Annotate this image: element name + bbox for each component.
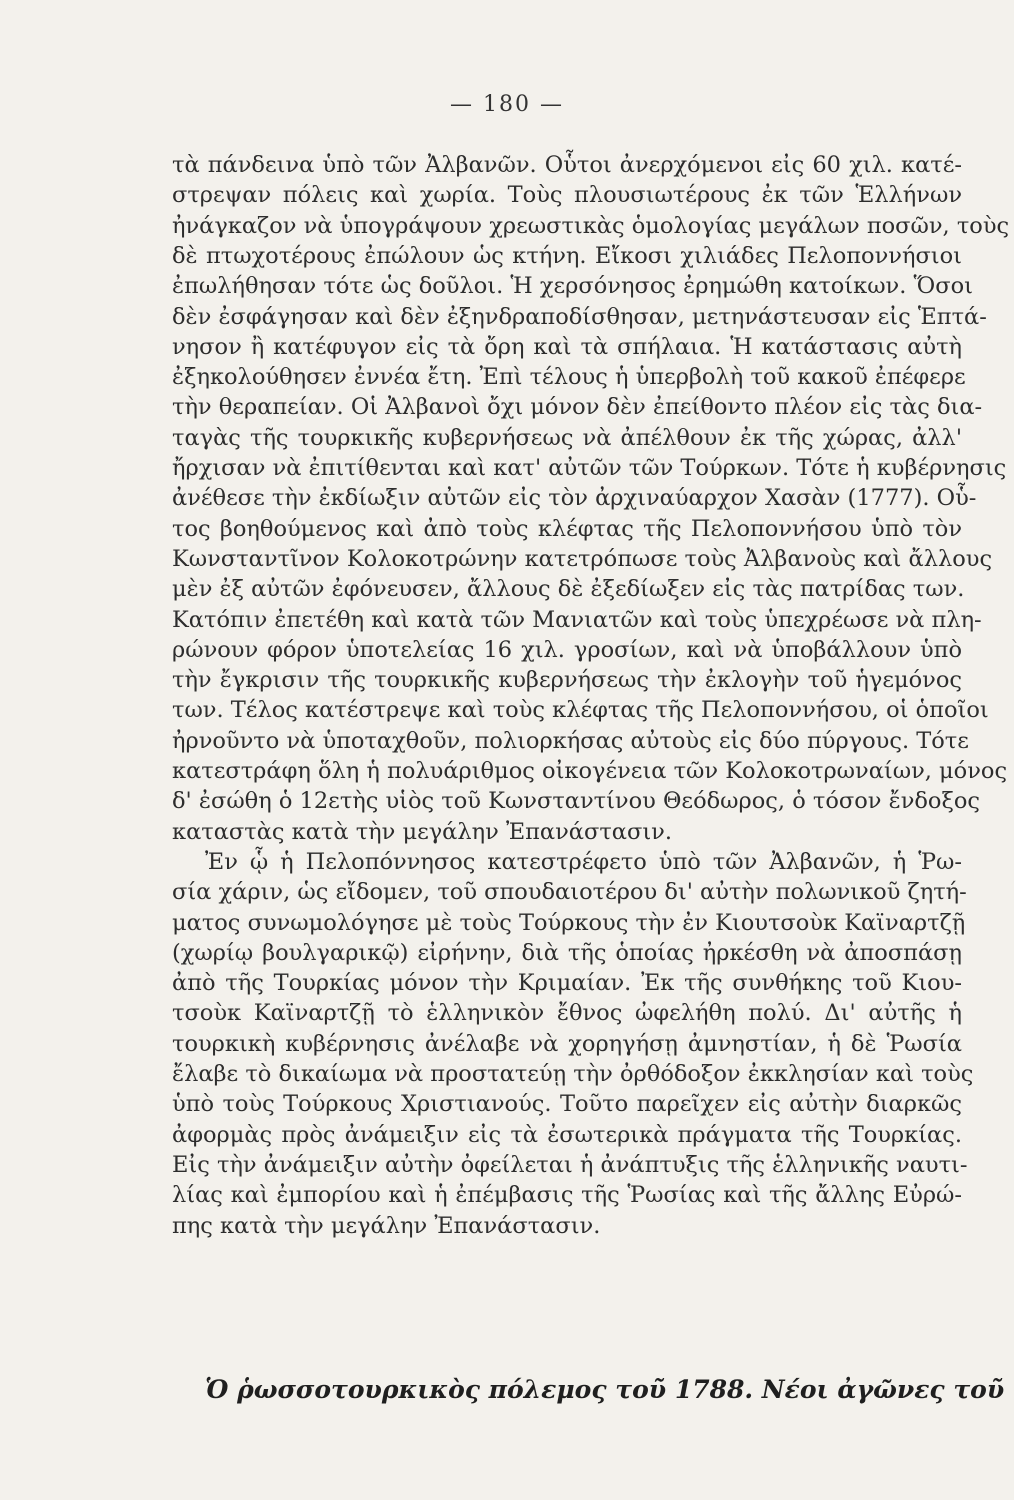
text-line: Εἰς τὴν ἀνάμειξιν αὐτὴν ὀφείλεται ἡ ἀνάπτυξις τῆς ἑλληνικῆς ναυτι-: [172, 1151, 968, 1178]
text-line: ἀφορμὰς πρὸς ἀνάμειξιν εἰς τὰ ἐσωτερικὰ πράγματα τῆς Τουρκίας.: [172, 1121, 962, 1148]
text-line: δὲν ἐσφάγησαν καὶ δὲν ἐξηνδραποδίσθησαν, μετηνάστευσαν εἰς Ἑπτά-: [172, 303, 987, 330]
text-line: ὑπὸ τοὺς Τούρκους Χριστιανούς. Τοῦτο παρεῖχεν εἰς αὐτὴν διαρκῶς: [172, 1091, 962, 1118]
text-line: δ' ἐσώθη ὁ 12ετὴς υἱὸς τοῦ Κωνσταντίνου Θεόδωρος, ὁ τόσον ἔνδοξος: [172, 788, 981, 815]
text-line: ταγὰς τῆς τουρκικῆς κυβερνήσεως νὰ ἀπέλθουν ἐκ τῆς χώρας, ἀλλ': [172, 424, 962, 451]
text-line: μὲν ἐξ αὐτῶν ἐφόνευσεν, ἄλλους δὲ ἐξεδίωξεν εἰς τὰς πατρίδας των.: [172, 576, 965, 603]
text-line: Κωνσταντῖνον Κολοκοτρώνην κατετρόπωσε τοὺς Ἀλβανοὺς καὶ ἄλλους: [172, 545, 993, 572]
text-line: ἀνέθεσε τὴν ἐκδίωξιν αὐτῶν εἰς τὸν ἀρχιναύαρχον Χασὰν (1777). Οὗ-: [172, 485, 977, 512]
text-line: καταστὰς κατὰ τὴν μεγάλην Ἐπανάστασιν.: [172, 818, 673, 845]
text-line: (χωρίῳ βουλγαρικῷ) εἰρήνην, διὰ τῆς ὁποίας ἠρκέσθη νὰ ἀποσπάσῃ: [172, 939, 962, 966]
text-line: κατεστράφη ὅλη ἡ πολυάριθμος οἰκογένεια τῶν Κολοκοτρωναίων, μόνος: [172, 758, 1008, 784]
text-line: λίας καὶ ἐμπορίου καὶ ἡ ἐπέμβασις τῆς Ῥωσίας καὶ τῆς ἄλλης Εὐρώ-: [172, 1182, 962, 1209]
text-line: ἤρχισαν νὰ ἐπιτίθενται καὶ κατ' αὐτῶν τῶν Τούρκων. Τότε ἡ κυβέρνησις: [172, 455, 1007, 481]
text-line: ἐξηκολούθησεν ἐννέα ἔτη. Ἐπὶ τέλους ἡ ὑπερβολὴ τοῦ κακοῦ ἐπέφερε: [172, 364, 966, 391]
text-line: τὰ πάνδεινα ὑπὸ τῶν Ἀλβανῶν. Οὗτοι ἀνερχόμενοι εἰς 60 χιλ. κατέ-: [172, 152, 962, 178]
text-line: Ἐν ᾧ ἡ Πελοπόννησος κατεστρέφετο ὑπὸ τῶν Ἀλβανῶν, ἡ Ῥω-: [205, 848, 962, 875]
text-line: σία χάριν, ὡς εἴδομεν, τοῦ σπουδαιοτέρου δι' αὐτὴν πολωνικοῦ ζητή-: [172, 879, 967, 906]
text-line: νησον ἢ κατέφυγον εἰς τὰ ὄρη καὶ τὰ σπήλαια. Ἡ κατάστασις αὐτὴ: [172, 333, 962, 360]
text-line: ἠνάγκαζον νὰ ὑπογράψουν χρεωστικὰς ὁμολογίας μεγάλων ποσῶν, τοὺς: [172, 212, 1010, 239]
page-number: — 180 —: [450, 92, 564, 117]
text-line: ματος συνωμολόγησε μὲ τοὺς Τούρκους τὴν ἐν Κιουτσοὺκ Καϊναρτζῇ: [172, 909, 966, 936]
text-line: δὲ πτωχοτέρους ἐπώλουν ὡς κτήνη. Εἴκοσι χιλιάδες Πελοποννήσιοι: [172, 242, 962, 269]
section-heading: Ὁ ῥωσσοτουρκικὸς πόλεμος τοῦ 1788. Νέοι ἀγῶνες τοῦ: [205, 1375, 1005, 1404]
text-line: ἔλαβε τὸ δικαίωμα νὰ προστατεύῃ τὴν ὀρθόδοξον ἐκκλησίαν καὶ τοὺς: [172, 1061, 974, 1087]
text-line: ρώνουν φόρον ὑποτελείας 16 χιλ. γροσίων, καὶ νὰ ὑποβάλλουν ὑπὸ: [172, 636, 962, 663]
text-line: τὴν θεραπείαν. Οἱ Ἀλβανοὶ ὄχι μόνον δὲν ἐπείθοντο πλέον εἰς τὰς δια-: [172, 394, 983, 421]
text-line: ἐπωλήθησαν τότε ὡς δοῦλοι. Ἡ χερσόνησος ἐρημώθη κατοίκων. Ὅσοι: [172, 273, 973, 300]
text-line: τὴν ἔγκρισιν τῆς τουρκικῆς κυβερνήσεως τὴν ἐκλογὴν τοῦ ἡγεμόνος: [172, 667, 962, 694]
text-line: Κατόπιν ἐπετέθη καὶ κατὰ τῶν Μανιατῶν καὶ τοὺς ὑπεχρέωσε νὰ πλη-: [172, 606, 982, 633]
text-line: τουρκικὴ κυβέρνησις ἀνέλαβε νὰ χορηγήσῃ ἀμνηστίαν, ἡ δὲ Ῥωσία: [172, 1030, 962, 1057]
text-line: ἀπὸ τῆς Τουρκίας μόνον τὴν Κριμαίαν. Ἐκ τῆς συνθήκης τοῦ Κιου-: [172, 970, 962, 997]
text-line: των. Τέλος κατέστρεψε καὶ τοὺς κλέφτας τῆς Πελοποννήσου, οἱ ὁποῖοι: [172, 697, 989, 724]
text-line: ἠρνοῦντο νὰ ὑποταχθοῦν, πολιορκήσας αὐτοὺς εἰς δύο πύργους. Τότε: [172, 727, 969, 754]
text-line: τσοὺκ Καϊναρτζῇ τὸ ἑλληνικὸν ἔθνος ὠφελήθη πολύ. Δι' αὐτῆς ἡ: [172, 1000, 962, 1027]
text-line: τος βοηθούμενος καὶ ἀπὸ τοὺς κλέφτας τῆς Πελοποννήσου ὑπὸ τὸν: [172, 515, 962, 542]
text-line: πης κατὰ τὴν μεγάλην Ἐπανάστασιν.: [172, 1212, 601, 1239]
text-line: στρεψαν πόλεις καὶ χωρία. Τοὺς πλουσιωτέρους ἐκ τῶν Ἑλλήνων: [172, 182, 962, 209]
